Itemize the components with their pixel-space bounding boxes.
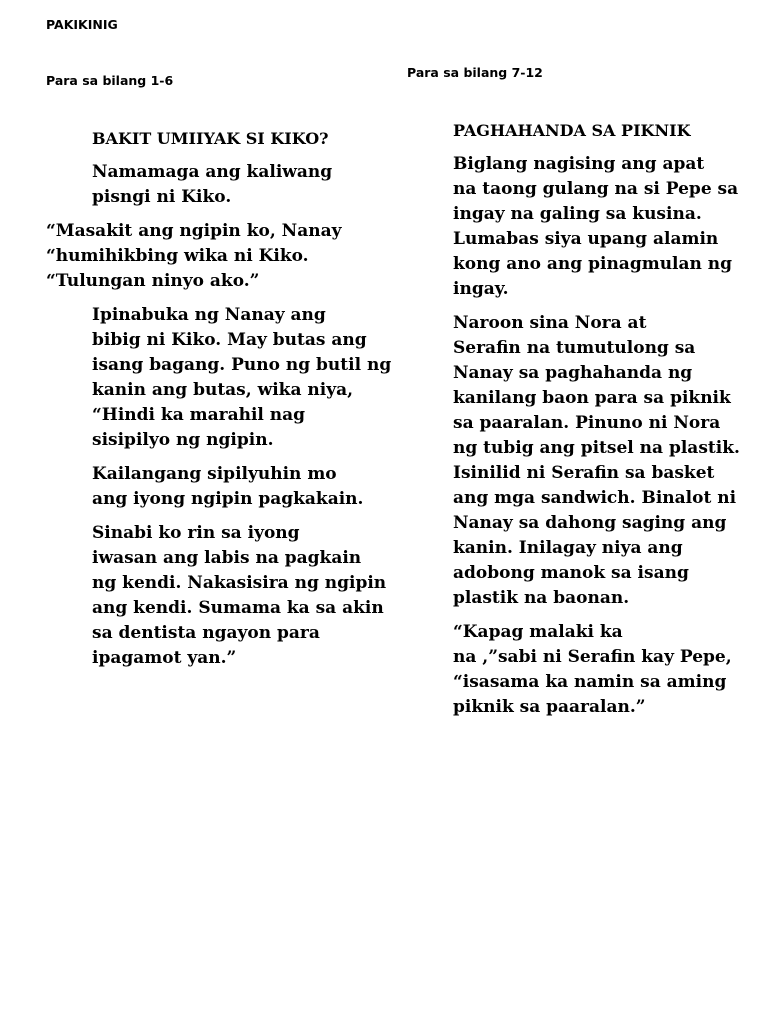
- paragraph-line: Naroon sina Nora at: [453, 313, 647, 333]
- left-story: [46, 126, 392, 680]
- story-paragraph: [46, 521, 387, 671]
- left-story-title: BAKIT UMIIYAK SI KIKO?: [92, 129, 329, 148]
- paragraph-line: Nanay sa paghahanda ng: [453, 363, 693, 383]
- paragraph-line: ng kendi. Nakasisira ng ngipin: [92, 573, 387, 593]
- paragraph-line: “Tulungan ninyo ako.”: [46, 271, 260, 291]
- paragraph-line: Serafin na tumutulong sa: [453, 338, 696, 358]
- right-story: [407, 118, 747, 729]
- story-paragraph: [46, 462, 376, 512]
- story-paragraph: [46, 219, 376, 294]
- paragraph-line: isang bagang. Puno ng butil ng: [92, 355, 392, 375]
- paragraph-line: Lumabas siya upang alamin: [453, 229, 719, 249]
- story-paragraph: [407, 620, 747, 720]
- paragraph-line: sisipilyo ng ngipin.: [92, 430, 274, 450]
- paragraph-line: ng tubig ang pitsel na plastik.: [453, 438, 740, 458]
- paragraph-line: Kailangang sipilyuhin mo: [92, 464, 337, 484]
- paragraph-line: “Masakit ang ngipin ko, Nanay: [46, 221, 342, 241]
- paragraph-line: ipagamot yan.”: [92, 648, 237, 668]
- paragraph-line: pisngi ni Kiko.: [92, 187, 232, 207]
- paragraph-line: Isinilid ni Serafin sa basket: [453, 463, 715, 483]
- paragraph-line: sa paaralan. Pinuno ni Nora: [453, 413, 721, 433]
- paragraph-line: Nanay sa dahong saging ang: [453, 513, 727, 533]
- paragraph-line: “isasama ka namin sa aming: [453, 672, 727, 692]
- paragraph-line: ang iyong ngipin pagkakain.: [92, 489, 364, 509]
- paragraph-line: na ,”sabi ni Serafin kay Pepe,: [453, 647, 732, 667]
- story-paragraph: [407, 311, 747, 611]
- right-story-body: [407, 152, 747, 720]
- story-paragraph: [46, 160, 376, 210]
- story-paragraph: [46, 303, 392, 453]
- paragraph-line: iwasan ang labis na pagkain: [92, 548, 362, 568]
- paragraph-line: “Hindi ka marahil nag: [92, 405, 306, 425]
- right-story-title: PAGHAHANDA SA PIKNIK: [453, 121, 691, 140]
- paragraph-line: ang kendi. Sumama ka sa akin: [92, 598, 384, 618]
- right-range-label: Para sa bilang 7-12: [407, 65, 543, 80]
- paragraph-line: na taong gulang na si Pepe sa: [453, 179, 739, 199]
- paragraph-line: Biglang nagising ang apat: [453, 154, 705, 174]
- paragraph-line: bibig ni Kiko. May butas ang: [92, 330, 367, 350]
- paragraph-line: ang mga sandwich. Binalot ni: [453, 488, 737, 508]
- paragraph-line: ingay.: [453, 279, 509, 299]
- paragraph-line: Sinabi ko rin sa iyong: [92, 523, 300, 543]
- story-paragraph: [407, 152, 747, 302]
- paragraph-line: plastik na baonan.: [453, 588, 630, 608]
- paragraph-line: kanin. Inilagay niya ang: [453, 538, 683, 558]
- paragraph-line: “humihikbing wika ni Kiko.: [46, 246, 309, 266]
- page-header: PAKIKINIG: [46, 17, 118, 32]
- paragraph-line: kanilang baon para sa piknik: [453, 388, 731, 408]
- left-range-label: Para sa bilang 1-6: [46, 73, 174, 88]
- paragraph-line: Namamaga ang kaliwang: [92, 162, 333, 182]
- paragraph-line: kong ano ang pinagmulan ng: [453, 254, 733, 274]
- paragraph-line: Ipinabuka ng Nanay ang: [92, 305, 326, 325]
- paragraph-line: adobong manok sa isang: [453, 563, 689, 583]
- paragraph-line: “Kapag malaki ka: [453, 622, 623, 642]
- paragraph-line: piknik sa paaralan.”: [453, 697, 646, 717]
- paragraph-line: kanin ang butas, wika niya,: [92, 380, 354, 400]
- left-story-body: [46, 160, 392, 671]
- paragraph-line: sa dentista ngayon para: [92, 623, 320, 643]
- paragraph-line: ingay na galing sa kusina.: [453, 204, 702, 224]
